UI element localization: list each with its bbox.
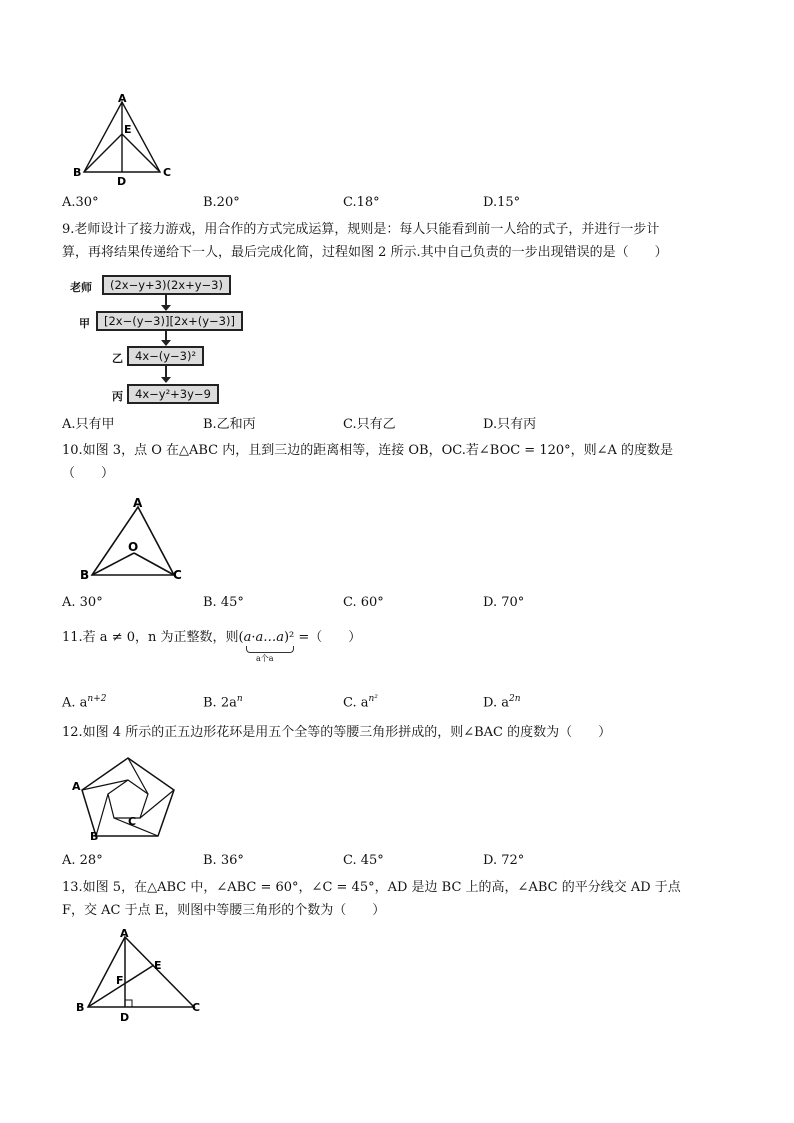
q9-text-line2: 算，再将结果传递给下一人，最后完成化简，过程如图 2 所示.其中自己负责的一步出现错误的是（ ）	[62, 245, 668, 260]
q10-option-c: C. 60°	[343, 595, 384, 610]
q11-option-b: B. $2a^n$	[203, 694, 243, 711]
flow-label-jia: 甲	[79, 317, 90, 330]
q10-option-a: A. 30°	[62, 595, 103, 610]
q11-option-c: C. $a^{n^2}$	[343, 694, 378, 711]
flow-box-yi: 4x−(y−3)²	[127, 346, 204, 366]
flow-box-bing: 4x−y²+3y−9	[127, 384, 219, 404]
label-b: B	[73, 166, 82, 179]
q12-text: 12.如图 4 所示的正五边形花环是用五个全等的等腰三角形拼成的，则∠BAC 的度数为（ ）	[62, 725, 612, 740]
q10-text-line2: （ ）	[62, 466, 115, 481]
label-f: F	[116, 974, 124, 987]
q9-option-c: C.只有乙	[343, 417, 396, 432]
label-a: A	[133, 496, 143, 510]
q8-option-b: B.20°	[203, 195, 240, 210]
label-d: D	[117, 175, 127, 188]
q9-text-line1: 9.老师设计了接力游戏，用合作的方式完成运算，规则是：每人只能看到前一人给的式子，并进行一步计	[62, 222, 660, 237]
q11-option-a: A. $a^{n+2}$	[62, 694, 107, 711]
flow-label-bing: 丙	[112, 390, 123, 403]
label-b: B	[80, 568, 90, 582]
label-o: O	[128, 540, 139, 554]
label-e: E	[124, 123, 132, 136]
q8-option-c: C.18°	[343, 195, 380, 210]
figure-q10-triangle	[70, 495, 200, 590]
q8-option-d: D.15°	[483, 195, 521, 210]
q10-option-b: B. 45°	[203, 595, 244, 610]
label-a: A	[120, 927, 129, 940]
label-c: C	[163, 166, 172, 179]
flow-label-yi: 乙	[112, 352, 123, 365]
q11-option-d: D. $a^{2n}$	[483, 694, 521, 711]
q11-suffix: )² =（ ）	[283, 630, 362, 645]
label-c: C	[128, 815, 137, 828]
label-a: A	[118, 92, 127, 105]
q12-option-a: A. 28°	[62, 853, 103, 868]
q9-option-b: B.乙和丙	[203, 417, 256, 432]
q11-text	[62, 628, 361, 648]
q12-option-d: D. 72°	[483, 853, 525, 868]
flow-box-jia: [2x−(y−3)][2x+(y−3)]	[96, 311, 243, 331]
q10-text-line1: 10.如图 3，点 O 在△ABC 内，且到三边的距离相等，连接 OB，OC.若∠BOC = 120°，则∠A 的度数是	[62, 443, 674, 458]
label-e: E	[154, 959, 162, 972]
label-b: B	[76, 1001, 85, 1014]
label-b: B	[90, 830, 99, 843]
q11-underbrace	[246, 646, 294, 653]
q13-text-line2: F，交 AC 于点 E，则图中等腰三角形的个数为（ ）	[62, 903, 386, 918]
label-c: C	[192, 1001, 201, 1014]
q12-option-c: C. 45°	[343, 853, 384, 868]
label-d: D	[120, 1011, 130, 1024]
q9-option-a: A.只有甲	[62, 417, 115, 432]
q9-option-d: D.只有丙	[483, 417, 537, 432]
q11-prefix: 11.若 a ≠ 0，n 为正整数，则(	[62, 630, 244, 645]
flow-box-teacher: (2x−y+3)(2x+y−3)	[102, 275, 231, 295]
q8-option-a: A.30°	[62, 195, 99, 210]
q11-inner: a·a…a	[243, 630, 284, 645]
q10-option-d: D. 70°	[483, 595, 525, 610]
q11-brace-label: a个a	[256, 654, 274, 663]
figure-q13-triangle	[70, 925, 210, 1025]
q13-text-line1: 13.如图 5，在△ABC 中，∠ABC = 60°，∠C = 45°，AD 是边 BC 上的高，∠ABC 的平分线交 AD 于点	[62, 880, 681, 895]
figure-q8-triangle	[70, 90, 190, 190]
label-a: A	[72, 780, 81, 793]
q12-option-b: B. 36°	[203, 853, 244, 868]
figure-q12-pentagon	[70, 752, 190, 847]
label-c: C	[173, 568, 182, 582]
flow-label-teacher: 老师	[70, 281, 92, 294]
